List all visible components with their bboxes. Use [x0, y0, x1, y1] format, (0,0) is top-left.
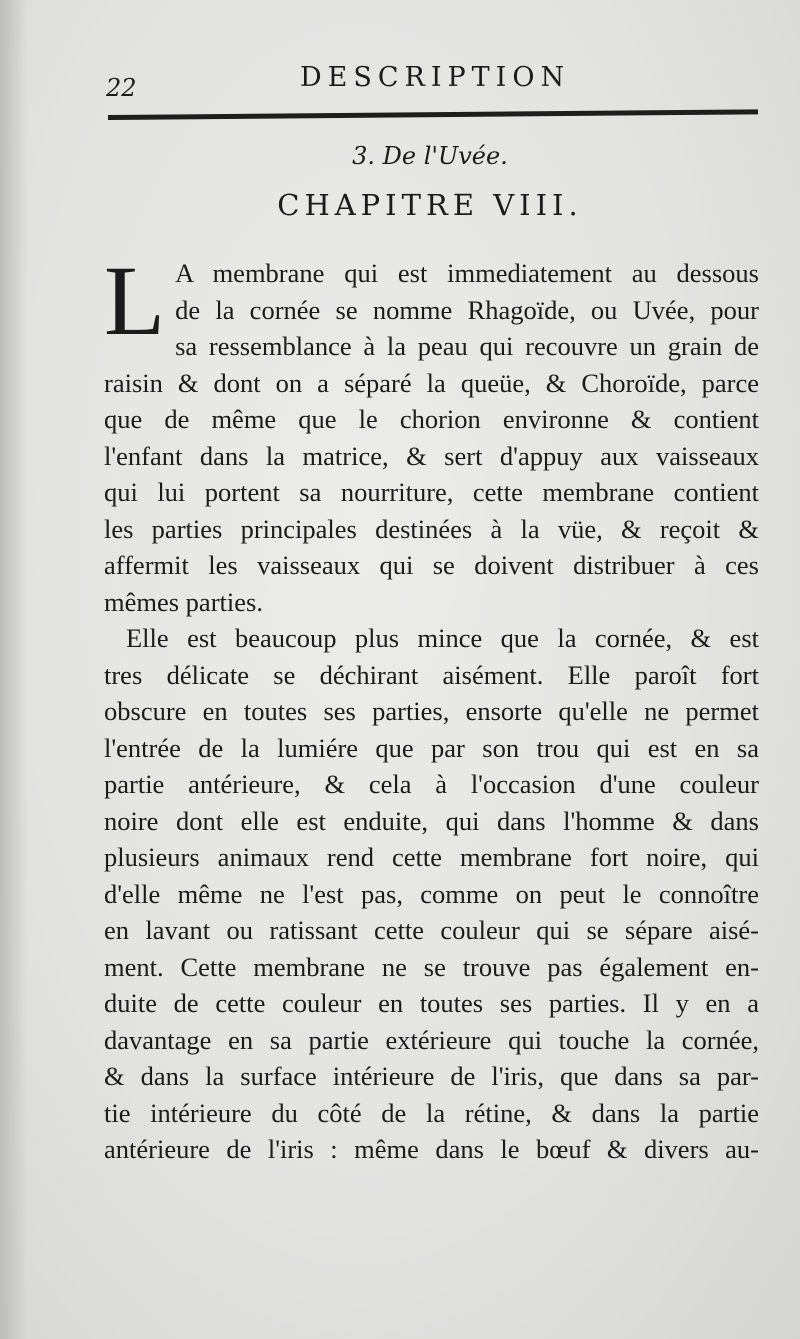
chapter-title: CHAPITRE VIII.: [277, 188, 583, 222]
text-line: plusieurs animaux rend cette membrane fort noire, qui: [104, 842, 759, 872]
text-line: que de même que le chorion environne & contient: [104, 404, 759, 434]
text-line: d'elle même ne l'est pas, comme on peut le connoître: [104, 878, 759, 909]
text-line: mêmes parties.: [104, 586, 263, 617]
page-number: 22: [106, 74, 137, 102]
drop-cap: L: [104, 245, 166, 356]
text-line: sa ressemblance à la peau qui recouvre un grain de: [175, 331, 759, 361]
text-line: noire dont elle est enduite, qui dans l'homme & dans: [104, 805, 759, 836]
text-line: de la cornée se nomme Rhagoïde, ou Uvée, pour: [175, 294, 759, 325]
text-line: affermit les vaisseaux qui se doivent distribuer à ces: [104, 550, 759, 580]
paragraph-2: [104, 620, 759, 1168]
text-line: partie antérieure, & cela à l'occasion d'une couleur: [104, 769, 759, 799]
text-line: ment. Cette membrane ne se trouve pas également en-: [104, 951, 759, 982]
text-line: Elle est beaucoup plus mince que la cornée, & est: [126, 623, 759, 653]
section-title: 3. De l'Uvée.: [352, 142, 508, 170]
running-head: DESCRIPTION: [300, 62, 571, 93]
text-line: A membrane qui est immediatement au dessous: [175, 258, 759, 288]
text-line: tres délicate se déchirant aisément. Elle paroît fort: [104, 659, 759, 690]
text-line: en lavant ou ratissant cette couleur qui se sépare aisé-: [104, 915, 759, 945]
text-line: l'entrée de la lumiére que par son trou qui est en sa: [104, 732, 759, 763]
header-rule: [108, 109, 758, 120]
text-line: davantage en sa partie extérieure qui touche la cornée,: [104, 1024, 759, 1055]
text-line: duite de cette couleur en toutes ses parties. Il y en a: [104, 988, 759, 1018]
text-line: les parties principales destinées à la vüe, & reçoit &: [104, 513, 759, 544]
body-text: [104, 245, 759, 1168]
text-line: l'enfant dans la matrice, & sert d'appuy aux vaisseaux: [104, 440, 759, 471]
text-line: tie intérieure du côté de la rétine, & dans la partie: [104, 1097, 759, 1128]
text-line: & dans la surface intérieure de l'iris, que dans sa par-: [104, 1061, 759, 1091]
text-line: raisin & dont on a séparé la queüe, & Choroïde, parce: [104, 367, 759, 398]
text-line: qui lui portent sa nourriture, cette membrane contient: [104, 477, 759, 507]
paragraph-1: [104, 245, 759, 620]
text-line: antérieure de l'iris : même dans le bœuf & divers au-: [104, 1134, 759, 1164]
text-line: obscure en toutes ses parties, ensorte qu'elle ne permet: [104, 696, 759, 726]
